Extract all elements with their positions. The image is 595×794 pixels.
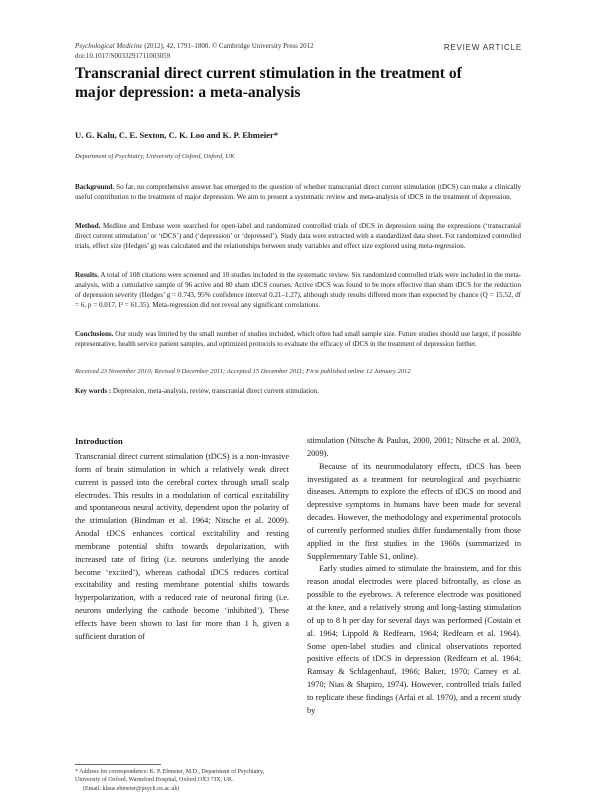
keywords-text: Depression, meta-analysis, review, transcranial direct current stimulation.: [111, 387, 319, 395]
footnote-email: (Email: klaus.ebmeier@psych.ox.ac.uk): [83, 785, 180, 792]
paragraph: Because of its neuromodulatory effects, tDCS has been investigated as a treatment for neurological and psychiatric diseases. Attempts to explore the effects of tDCS on mood and depressive symptoms in humans have been made for several decades. However, the methodology and experimental protocols of currently performed studies differ fundamentally from those applied in the first studies in the 1960s (summarized in Supplementary Table S1, online).: [307, 461, 521, 561]
abstract-conclusions: [75, 329, 521, 349]
abstract-results: [75, 270, 521, 310]
author-list: U. G. Kalu, C. E. Sexton, C. K. Loo and K. P. Ebmeier*: [75, 130, 279, 140]
article-title: Transcranial direct current stimulation in the treatment of major depression: a meta-analysis: [75, 65, 462, 101]
keywords: [75, 387, 521, 395]
abstract-method: [75, 221, 521, 251]
introduction-heading: Introduction: [75, 436, 123, 446]
paragraph: Early studies aimed to stimulate the brainstem, and for this reason anodal electrodes were placed bifrontally, as close as possible to the eyebrows. A reference electrode was positioned at the knee, and a relatively strong and long-lasting stimulation of up to 8 h per day for several days was performed (Costain et al. 1964; Lippold & Redfearn, 1964; Redfearn et al. 1964). Some open-label studies and clinical observations reported positive effects of tDCS in depression (Redfearn et al. 1964; Ramsay & Schlagenhauf, 1966; Baker, 1970; Carney et al. 1970; Nias & Shapiro, 1974). However, controlled trials failed to replicate these findings (Arfai et al. 1970), and a recent study by: [307, 564, 521, 715]
paragraph-continued: stimulation (Nitsche & Paulus, 2000, 2001; Nitsche et al. 2003, 2009).: [307, 436, 521, 458]
journal-name: Psychological Medicine: [75, 42, 143, 50]
article-type-label: REVIEW ARTICLE: [443, 43, 522, 52]
footnote-address: * Address for correspondence: K. P. Ebmeier, M.D., Department of Psychiatry, University of Oxford, Warneford Hospital, Oxford OX3 7JX, UK.: [75, 769, 265, 784]
right-column: [307, 435, 521, 718]
citation-details: (2012), 42, 1791–1800. © Cambridge University Press 2012: [142, 42, 314, 50]
abstract-background-label: Background.: [75, 183, 115, 191]
abstract-background-text: So far, no comprehensive answer has emerged to the question of whether transcranial direct current stimulation (tDCS) can make a clinically useful contribution to the treatment of major depression. We aim to present a systematic review and meta-analysis of tDCS in the treatment of depression.: [75, 183, 521, 202]
intro-paragraph: Transcranial direct current stimulation (tDCS) is a non-invasive form of brain stimulation in which a relatively weak direct current is passed into the cerebral cortex through small scalp electrodes. This results in a modulation of cortical excitability and spontaneous neural activity, dependent upon the polarity of the stimulation (Bindman et al. 1964; Nitsche et al. 2009). Anodal tDCS enhances cortical excitability and resting membrane potential shifts towards depolarization, with increased rate of firing (i.e. neurons underlying the anode become ‘excited’), whereas cathodal tDCS reduces cortical excitability and resting membrane potential shifts towards hyperpolarization, with a reduced rate of neuronal firing (i.e. neurons underlying the cathode become ‘inhibited’). These effects have been shown to last for more than 1 h, given a sufficient duration of: [75, 452, 289, 641]
abstract-background: [75, 182, 521, 202]
abstract-method-label: Method.: [75, 222, 101, 230]
left-column: [75, 435, 289, 644]
keywords-label: Key words :: [75, 387, 112, 395]
abstract-method-text: Medline and Embase were searched for open-label and randomized controlled trials of tDCS in depression using the expressions (‘transcranial direct current stimulation’ or ‘tDCS’) and (‘depression’ or ‘depressed’). Study data were extracted with a standardized data sheet. For randomized controlled trials, effect size (Hedges’ g) was calculated and the relationships between study variables and effect size explored using meta-regression.: [75, 222, 521, 251]
abstract-results-text: A total of 108 citations were screened and 10 studies included in the systematic review. Six randomized controlled trials were included in the meta-analysis, with a cumulative sample of 96 active and 80 sham tDCS courses. Active tDCS was found to be more effective than sham tDCS for the reduction of depression severity (Hedges’ g = 0.743, 95% confidence interval 0.21–1.27), although study results differed more than expected by chance (Q = 15.52, df = 6, p = 0.017, I² = 61.35). Meta-regression did not reveal any significant correlations.: [75, 271, 521, 310]
footnote-divider: [75, 764, 161, 765]
affiliation: Department of Psychiatry, University of Oxford, Oxford, UK: [75, 153, 235, 160]
correspondence-footnote: [75, 768, 289, 793]
doi: doi:10.1017/S0033291711003059: [75, 51, 171, 60]
abstract-results-label: Results.: [75, 271, 99, 279]
abstract-conclusions-label: Conclusions.: [75, 330, 114, 338]
publication-dates: Received 23 November 2010; Revised 9 December 2011; Accepted 15 December 2011; First published online 12 January 2012: [75, 368, 411, 375]
abstract-conclusions-text: Our study was limited by the small number of studies included, which often had small sample size. Future studies should use larger, if possible representative, health service patient samples, and optimized protocols to evaluate the efficacy of tDCS in the treatment of depression further.: [75, 330, 521, 349]
